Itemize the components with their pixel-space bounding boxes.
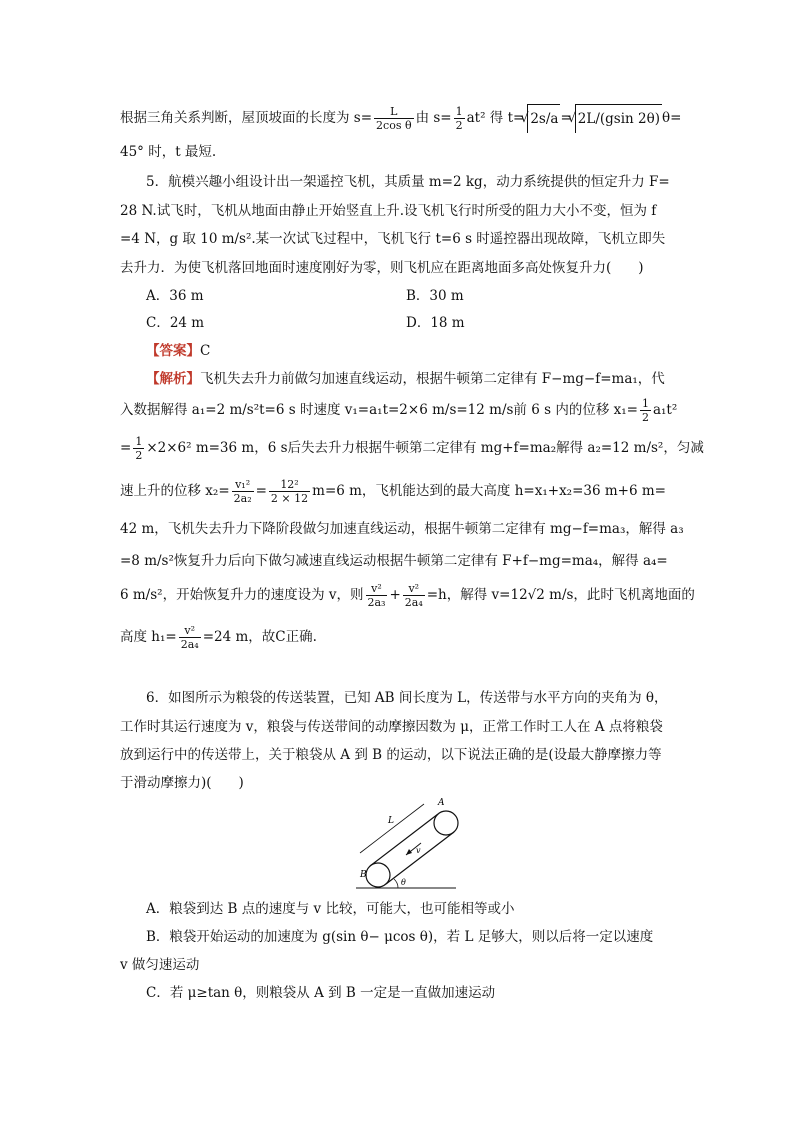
angle-arc <box>394 879 398 888</box>
conveyor-diagram <box>346 793 466 893</box>
q5-line-4: 去升力．为使飞机落回地面时速度刚好为零，则飞机应在距离地面多高处恢复升力( ) <box>120 260 644 276</box>
frac-num: v₁² <box>232 478 254 492</box>
label-a: A <box>438 798 445 808</box>
frac-den: 2 × 12 <box>270 492 309 505</box>
prev-solution-line-2: 45° 时，t 最短. <box>120 144 217 160</box>
answer-value: C <box>200 343 211 359</box>
label-b: B <box>360 870 367 880</box>
q5-answer <box>146 341 702 361</box>
text: 入数据解得 a₁=2 m/s²t=6 s 时速度 v₁=a₁t=2×6 m/s=12 m/s前 6 s 内的位移 x₁= <box>120 402 638 418</box>
frac-den: 2 <box>455 119 463 132</box>
q5-option-d: D．18 m <box>406 315 465 331</box>
q5-analysis-line-7 <box>120 580 695 610</box>
q5-option-c: C．24 m <box>146 315 205 331</box>
text: = <box>120 440 132 456</box>
frac-num: v² <box>403 582 425 596</box>
frac-den: 2a₂ <box>233 492 252 505</box>
frac-den: 2a₃ <box>367 596 386 609</box>
frac-num: 1 <box>641 397 649 410</box>
q6-option-a: A．粮袋到达 B 点的速度与 v 比较，可能大，也可能相等或小 <box>146 901 515 917</box>
text: ×2×6² m=36 m，6 s后失去升力根据牛顿第二定律有 mg+f=ma₂解得 a₂=12 m/s²，匀减 <box>146 440 704 456</box>
label-l: L <box>388 816 394 826</box>
fraction <box>374 105 414 132</box>
belt-bottom <box>386 832 454 884</box>
text: m=6 m，飞机能达到的最大高度 h=x₁+x₂=36 m+6 m= <box>312 483 666 499</box>
prev-solution-line-1 <box>120 104 682 133</box>
text: 速上升的位移 x₂= <box>120 483 230 499</box>
q6-option-b-line-1: B．粮袋开始运动的加速度为 g(sin θ− μcos θ)，若 L 足够大，则以后将一定以速度 <box>146 929 654 945</box>
q5-line-3: =4 N，g 取 10 m/s².某一次试飞过程中，飞机飞行 t=6 s 时遥控器出现故障，飞机立即失 <box>120 231 666 247</box>
text: 飞机失去升力前做匀加速直线运动，根据牛顿第二定律有 F−mg−f=ma₁，代 <box>200 371 665 387</box>
frac-num: 1 <box>135 435 143 448</box>
frac-num: L <box>374 105 414 119</box>
length-line <box>360 804 424 853</box>
q5-analysis-line-1 <box>146 369 702 389</box>
text: a₁t² <box>652 402 678 418</box>
fraction <box>454 105 465 132</box>
fraction <box>640 397 651 424</box>
text: = <box>255 483 267 499</box>
frac-num: 12² <box>269 478 310 492</box>
frac-den: 2a₄ <box>404 596 423 609</box>
q6-line-2: 工作时其运行速度为 v，粮袋与传送带间的动摩擦因数为 μ，正常工作时工人在 A 点将粮袋 <box>120 719 663 735</box>
frac-den: 2a₄ <box>180 638 199 651</box>
q5-analysis-line-8 <box>120 622 676 652</box>
q5-option-a: A．36 m <box>146 288 204 304</box>
label-theta: θ <box>401 878 406 887</box>
text: 根据三角关系判断，屋顶坡面的长度为 s= <box>120 110 373 126</box>
fraction <box>403 582 425 609</box>
q5-analysis-line-3 <box>120 434 704 462</box>
q5-line-2: 28 N.试飞时，飞机从地面由静止开始竖直上升.设飞机飞行时所受的阻力大小不变，恒为 f <box>120 203 657 219</box>
fraction <box>269 478 310 505</box>
text: θ= <box>662 110 682 126</box>
frac-num: v² <box>366 582 388 596</box>
q6-option-c: C．若 μ≥tan θ，则粮袋从 A 到 B 一定是一直做加速运动 <box>146 985 496 1001</box>
q5-option-b: B．30 m <box>406 288 464 304</box>
text: 由 s= <box>415 110 452 126</box>
frac-den: 2cos θ <box>376 119 412 132</box>
belt-top <box>370 814 438 866</box>
q6-option-b-line-2: v 做匀速运动 <box>120 957 200 973</box>
frac-num: 1 <box>455 105 463 118</box>
fraction <box>133 435 144 462</box>
text: 6 m/s²，开始恢复升力的速度设为 v，则 <box>120 587 364 603</box>
fraction <box>232 478 254 505</box>
q5-analysis-line-5: 42 m，飞机失去升力下降阶段做匀加速直线运动，根据牛顿第二定律有 mg−f=ma₃，解得 a₃ <box>120 521 684 537</box>
frac-den: 2 <box>641 411 649 424</box>
q6-line-1: 6．如图所示为粮袋的传送装置，已知 AB 间长度为 L，传送带与水平方向的夹角为 θ， <box>146 690 668 706</box>
q6-line-3: 放到运行中的传送带上，关于粮袋从 A 到 B 的运动，以下说法正确的是(设最大静摩擦力等 <box>120 747 662 763</box>
answer-tag: 【答案】 <box>146 343 200 359</box>
sqrt-expr: √ 2s/a <box>527 104 560 133</box>
text: 高度 h₁= <box>120 629 177 645</box>
q6-line-4: 于滑动摩擦力)( ) <box>120 775 244 791</box>
sqrt-expr: √ 2L/(gsin 2θ) <box>575 104 662 133</box>
text: at² 得 t= <box>466 110 525 126</box>
fraction <box>179 624 201 651</box>
velocity-arrowhead <box>406 849 412 855</box>
label-v: v <box>416 846 421 855</box>
fraction <box>366 582 388 609</box>
q5-analysis-line-2 <box>120 396 676 424</box>
text: + <box>389 587 401 603</box>
analysis-tag: 【解析】 <box>146 371 200 387</box>
q5-analysis-line-4 <box>120 476 676 506</box>
frac-den: 2 <box>135 449 143 462</box>
q5-line-1: 5．航模兴趣小组设计出一架遥控飞机，其质量 m=2 kg，动力系统提供的恒定升力 F= <box>146 174 670 190</box>
q5-analysis-line-6: =8 m/s²恢复升力后向下做匀减速直线运动根据牛顿第二定律有 F+f−mg=ma₄，解得 a₄= <box>120 553 668 569</box>
text: =h，解得 v=12√2 m/s，此时飞机离地面的 <box>426 587 695 603</box>
text: =24 m，故C正确. <box>202 629 317 645</box>
frac-num: v² <box>179 624 201 638</box>
text: = <box>560 110 572 126</box>
